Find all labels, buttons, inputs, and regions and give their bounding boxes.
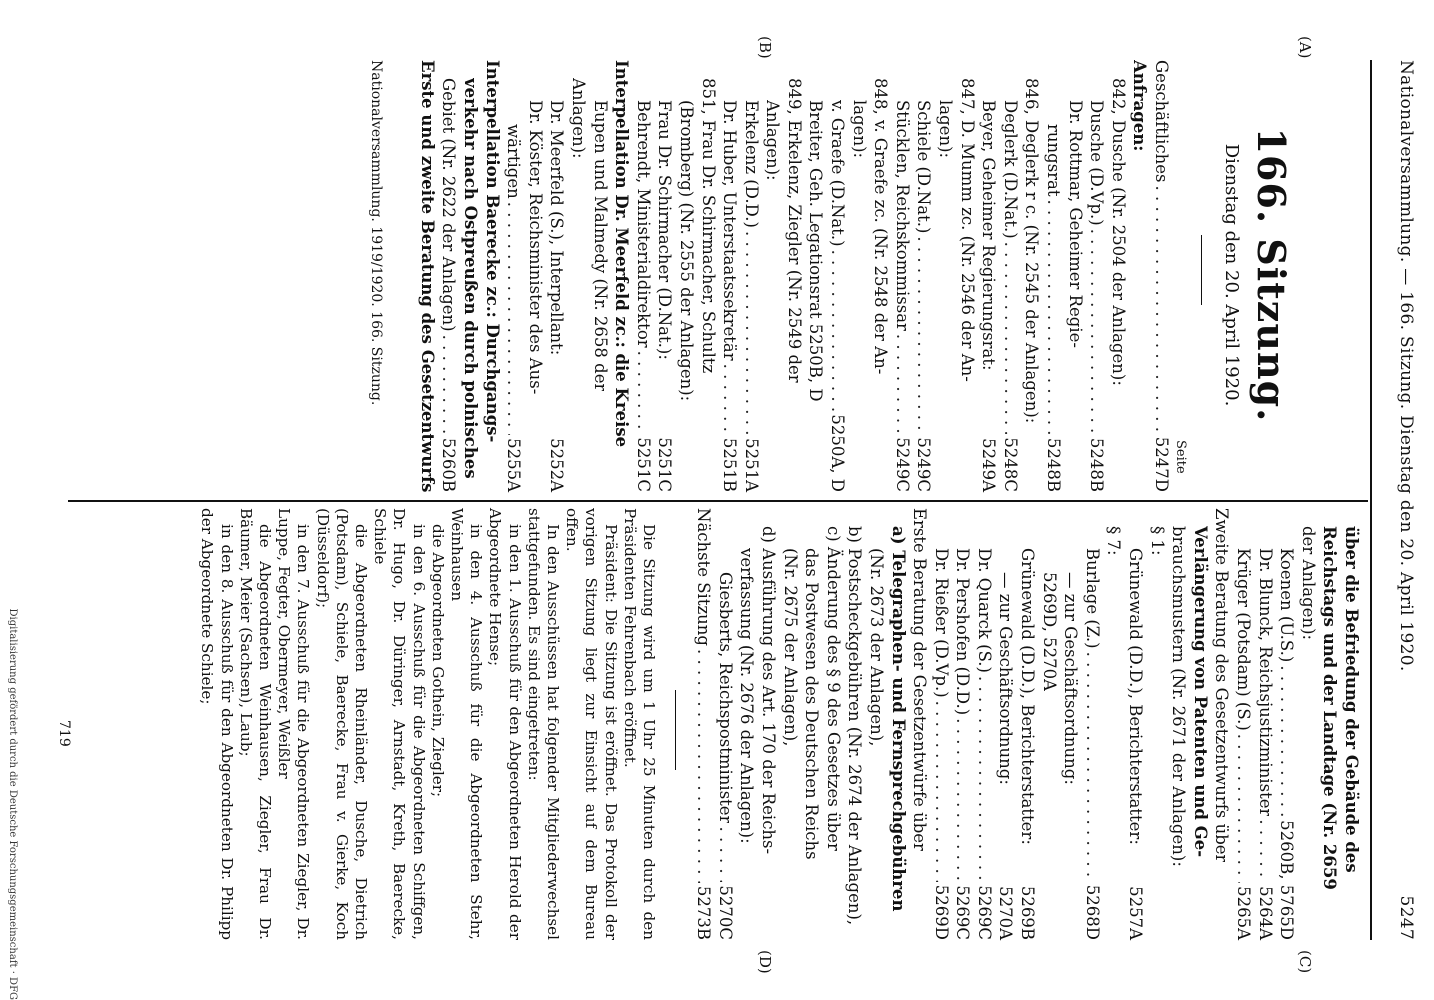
leader-dots xyxy=(930,701,952,882)
toc-entry xyxy=(1146,508,1168,940)
toc-entry-text: Frau Dr. Schirmacher (D.Nat.): xyxy=(655,100,675,360)
toc-entry xyxy=(1129,60,1151,492)
toc-entry-text: v. Graefe (D.Nat.) xyxy=(828,100,848,247)
toc-entry xyxy=(1021,60,1043,492)
toc-entry-text: Koenen (U.S.) xyxy=(1277,548,1297,663)
toc-entry xyxy=(1254,508,1276,940)
toc-entry xyxy=(999,60,1021,492)
toc-entry-text: d) Ausführung des Art. 170 der Reichs- xyxy=(758,526,778,855)
toc-entry-page-ref: 5260B xyxy=(439,437,459,492)
toc-entry-page-ref: 5249C xyxy=(914,437,934,492)
toc-entry-text: 846, Deglerk r c. (Nr. 2545 der Anlagen): xyxy=(1022,78,1042,424)
leader-dots xyxy=(632,351,654,435)
toc-entry-text: 849, Erkelenz, Ziegler (Nr. 2549 der xyxy=(784,78,804,383)
toc-entry xyxy=(1297,508,1319,940)
column-divider xyxy=(68,500,1368,502)
toc-entry-page-ref: 5269C xyxy=(974,885,994,940)
toc-entry xyxy=(740,60,762,492)
proceedings-paragraph: Präsident: Die Sitzung ist eröffnet. Das Protokoll der vorigen Sitzung liegt zur Einsicht auf dem Bureau offen. xyxy=(563,508,620,940)
toc-entry-text: (Nr. 2675 der Anlagen), xyxy=(780,548,800,747)
toc-entry xyxy=(1150,60,1172,492)
toc-entry xyxy=(654,60,676,492)
toc-entry-text: Burlage (Z.) xyxy=(1082,548,1102,649)
toc-entry xyxy=(1103,508,1125,940)
toc-entry xyxy=(909,508,931,940)
leader-dots xyxy=(999,242,1021,435)
leader-dots xyxy=(1150,186,1172,434)
toc-entry-text: 851, Frau Dr. Schirmacher, Schultz xyxy=(698,78,718,374)
toc-entry-text: Stücklen, Reichskommissar xyxy=(892,100,912,331)
toc-entry-text: Interpellation Dr. Meerfeld zc.: die Kreise xyxy=(612,60,632,448)
proceedings-paragraph: Die Sitzung wird um 1 Uhr 25 Minuten durch den Präsidenten Fehrenbach eröffnet. xyxy=(620,508,658,940)
toc-entry-text: Dr. Pershofen (D.D.) xyxy=(953,548,973,716)
toc-entry-page-ref: 5249A xyxy=(979,438,999,492)
title-rule xyxy=(1201,235,1202,305)
running-header-title: Nationalversammlung. — 166. Sitzung. Dienstag den 20. April 1920. xyxy=(1396,60,1416,672)
toc-entry xyxy=(865,508,887,940)
toc-entry-text: Beyer, Geheimer Regierungsrat: xyxy=(979,100,999,371)
toc-entry-page-ref: 5250A, D xyxy=(828,414,848,492)
toc-entry xyxy=(1319,508,1341,940)
toc-entry-page-ref: 5273B xyxy=(694,885,714,940)
toc-entry xyxy=(589,60,611,492)
leader-dots xyxy=(1232,734,1254,883)
toc-entry-text: der Anlagen): xyxy=(1298,526,1318,641)
proceedings-paragraph: in den 4. Ausschuß für die Abgeordneten Stehr, Weinhausen xyxy=(447,508,486,940)
toc-entry-text: wärtigen xyxy=(504,124,524,199)
proceedings-paragraph: die Abgeordneten Weinhausen, Ziegler, Frau Dr. Bäumer, Meier (Sachsen), Laub; xyxy=(236,508,274,940)
seite-label: Seite xyxy=(1173,440,1188,474)
toc-entry-text: Nächste Sitzung xyxy=(694,508,714,646)
dfg-watermark: Digitalisierung gefördert durch die Deutsche Forschungsgemeinschaft · DFG xyxy=(7,608,18,1000)
leader-dots xyxy=(693,649,715,883)
toc-entry xyxy=(783,60,805,492)
toc-entry xyxy=(736,508,758,940)
proceedings-paragraph: in den 1. Ausschuß für den Abgeordneten Herold der Abgeordnete Hense; xyxy=(486,508,524,940)
toc-entry xyxy=(503,60,525,492)
margin-letter-d: (D) xyxy=(756,950,774,974)
toc-entry xyxy=(416,60,438,492)
margin-letter-a: (A) xyxy=(1296,36,1314,59)
toc-entry xyxy=(481,60,503,492)
toc-entry xyxy=(930,508,952,940)
toc-entry-text: 842, Dusche (Nr. 2504 der Anlagen): xyxy=(1108,78,1128,386)
toc-entry xyxy=(1276,508,1298,940)
toc-entry xyxy=(805,60,827,492)
toc-entry-text: Eupen und Malmedy (Nr. 2658 der xyxy=(590,100,610,392)
toc-entry-text: Anlagen): xyxy=(763,100,783,181)
toc-entry xyxy=(762,60,784,492)
toc-entry-text: Reichstags und der Landtage (Nr. 2659 xyxy=(1320,526,1340,890)
toc-entry xyxy=(1060,508,1082,940)
toc-entry-page-ref: 5251C xyxy=(655,437,675,492)
table-of-contents-right xyxy=(693,508,1362,940)
toc-entry xyxy=(697,60,719,492)
toc-entry xyxy=(1086,60,1108,492)
toc-entry-page-ref: 5270A xyxy=(996,886,1016,940)
proceedings-paragraph: In den Ausschüssen hat folgender Mitgliederwechsel stattgefunden. Es sind eingetreten: xyxy=(524,508,562,940)
toc-entry-text: Dusche (D.Vp.) xyxy=(1087,100,1107,226)
toc-entry-text: Erste Beratung der Gesetzentwürfe über xyxy=(910,508,930,851)
leader-dots xyxy=(740,231,762,435)
toc-entry xyxy=(567,60,589,492)
toc-entry-text: (Bromberg) (Nr. 2555 der Anlagen): xyxy=(676,100,696,402)
toc-entry-text: Erste und zweite Beratung des Gesetzentwurfs xyxy=(417,60,437,492)
margin-letter-c: (C) xyxy=(1296,950,1314,974)
leader-dots xyxy=(827,250,849,412)
toc-entry xyxy=(779,508,801,940)
toc-entry xyxy=(801,508,823,940)
toc-entry xyxy=(978,60,1000,492)
toc-entry-text: Anfragen: xyxy=(1130,60,1150,152)
toc-entry-page-ref: 5265A xyxy=(1234,886,1254,940)
margin-letter-b: (B) xyxy=(756,36,774,59)
toc-entry xyxy=(1038,508,1060,940)
toc-entry xyxy=(848,60,870,492)
proceedings-body xyxy=(197,508,658,940)
toc-entry-text: a) Telegraphen- und Fernsprechgebühren xyxy=(888,526,908,912)
toc-entry xyxy=(632,60,654,492)
toc-entry xyxy=(438,60,460,492)
leader-dots xyxy=(973,676,995,882)
toc-entry xyxy=(887,508,909,940)
toc-entry-text: c) Änderung des § 9 des Gesetzes über xyxy=(823,526,843,851)
toc-entry-text: Dr. Rießer (D.Vp.) xyxy=(931,548,951,698)
contents-end-rule xyxy=(675,690,676,770)
toc-entry xyxy=(693,508,715,940)
toc-entry-text: Dr. Huber, Unterstaatssekretär xyxy=(720,100,740,361)
proceedings-paragraph: in den 7. Ausschuß für die Abgeordneten Ziegler, Dr. Luppe, Fegter, Obermeyer, Weißler xyxy=(275,508,313,940)
leader-dots xyxy=(1276,665,1298,817)
session-title: 166. Sitzung. xyxy=(1249,127,1294,423)
leader-dots xyxy=(1042,200,1064,435)
toc-entry-page-ref: 5260B, 5765D xyxy=(1277,820,1297,940)
proceedings-paragraph: die Abgeordneten Gothein, Ziegler; xyxy=(428,524,447,798)
toc-entry xyxy=(1211,508,1233,940)
toc-entry-text: Dr. Meerfeld (S.), Interpellant: xyxy=(547,100,567,356)
table-of-contents-left xyxy=(416,60,1172,492)
leader-dots xyxy=(503,202,525,435)
proceedings-paragraph: in den 8. Ausschuß für den Abgeordneten Dr. Philipp der Abgeordnete Schiele; xyxy=(198,508,236,940)
toc-entry-page-ref: 5251C xyxy=(633,437,653,492)
toc-entry xyxy=(719,60,741,492)
toc-entry-text: Dr. Blunck, Reichsjustizminister xyxy=(1255,548,1275,817)
leader-dots xyxy=(1086,229,1108,435)
toc-entry-text: § 1: xyxy=(1147,526,1167,556)
toc-entry-text: 847, D. Mumm zc. (Nr. 2546 der An- xyxy=(957,78,977,382)
toc-entry-text: Dr. Rottmar, Geheimer Regie- xyxy=(1065,100,1085,348)
toc-entry xyxy=(822,508,844,940)
toc-entry xyxy=(1081,508,1103,940)
toc-entry xyxy=(844,508,866,940)
toc-entry-text: Krüger (Potsdam) (S.) xyxy=(1234,548,1254,731)
toc-entry-page-ref: 5257A xyxy=(1126,886,1146,940)
toc-entry-text: verfassung (Nr. 2676 der Anlagen): xyxy=(737,548,757,844)
toc-entry-text: Geschäftliches xyxy=(1152,60,1171,183)
toc-entry-text: lagen): xyxy=(936,100,956,159)
toc-entry-page-ref: 5249C xyxy=(892,437,912,492)
toc-entry-text: Dr. Quarck (S.) xyxy=(974,548,994,673)
leader-dots xyxy=(1254,819,1276,883)
toc-entry-text: § 7: xyxy=(1104,526,1124,556)
toc-entry xyxy=(546,60,568,492)
toc-entry xyxy=(952,508,974,940)
toc-entry xyxy=(973,508,995,940)
toc-entry-text: Anlagen): xyxy=(568,78,588,159)
toc-entry-text: b) Postscheckgebühren (Nr. 2674 der Anlagen), xyxy=(845,526,865,926)
toc-entry-page-ref: 5269C xyxy=(953,885,973,940)
toc-entry xyxy=(1189,508,1211,940)
left-footer: Nationalversammlung. 1919/1920. 166. Sitzung. xyxy=(368,60,384,406)
toc-entry-page-ref: 5269D xyxy=(931,884,951,940)
toc-entry-text: Breiter, Geh. Legationsrat 5250B, D xyxy=(806,100,826,402)
toc-entry xyxy=(1107,60,1129,492)
toc-entry-text: Schiele (D.Nat.) xyxy=(914,100,934,234)
page-number: 719 xyxy=(56,720,72,747)
toc-entry-text: Grünewald (D.D.), Berichterstatter: xyxy=(1018,548,1038,845)
toc-entry-page-ref: 5251A xyxy=(741,438,761,492)
toc-entry-text: Verlängerung von Patenten und Ge- xyxy=(1190,526,1210,858)
toc-entry-text: Dr. Köster, Reichsminister des Aus- xyxy=(525,100,545,395)
proceedings-paragraph: die Abgeordneten Rheinländer, Dusche, Dietrich (Potsdam), Schiele, Baerecke, Frau v. Gierke, Koch (Düsseldorf); xyxy=(313,508,370,940)
toc-entry-text: rungsrat xyxy=(1044,124,1064,197)
toc-entry xyxy=(956,60,978,492)
header-rule xyxy=(1370,60,1372,940)
toc-entry xyxy=(870,60,892,492)
toc-entry xyxy=(934,60,956,492)
toc-entry-text: verkehr nach Ostpreußen durch polnisches xyxy=(461,78,480,479)
leader-dots xyxy=(719,364,741,435)
toc-entry xyxy=(1168,508,1190,940)
toc-entry xyxy=(891,60,913,492)
leader-dots xyxy=(913,236,935,434)
toc-entry-text: (Nr. 2673 der Anlagen), xyxy=(866,548,886,747)
leader-dots xyxy=(952,718,974,882)
toc-entry xyxy=(827,60,849,492)
toc-entry xyxy=(611,60,633,492)
toc-entry-text: Interpellation Baerecke zc.: Durchgangs- xyxy=(482,60,502,443)
toc-entry-page-ref: 5269B xyxy=(1018,885,1038,940)
toc-entry xyxy=(757,508,779,940)
toc-entry-text: — zur Geschäftsordnung: xyxy=(996,572,1016,785)
toc-entry-text: Deglerk (D.Nat.) xyxy=(1000,100,1020,239)
toc-entry-page-ref: 5270C xyxy=(715,885,735,940)
toc-entry-text: Zweite Beratung des Gesetzentwurfs über xyxy=(1212,508,1232,863)
toc-entry xyxy=(1340,508,1362,940)
toc-entry-text: 5269D, 5270A xyxy=(1039,572,1059,692)
toc-entry-text: Grünewald (D.D.), Berichterstatter: xyxy=(1126,548,1146,845)
leader-dots xyxy=(714,826,736,882)
leader-dots xyxy=(438,335,460,435)
toc-entry xyxy=(1042,60,1064,492)
toc-entry-text: Giesberts, Reichspostminister xyxy=(715,572,735,824)
toc-entry xyxy=(995,508,1017,940)
toc-entry xyxy=(1124,508,1146,940)
toc-entry-page-ref: 5252A xyxy=(547,438,567,492)
toc-entry xyxy=(459,60,481,492)
toc-entry-page-ref: 5248B xyxy=(1044,437,1064,492)
toc-entry xyxy=(1232,508,1254,940)
toc-entry xyxy=(913,60,935,492)
toc-entry-page-ref: 5247D xyxy=(1152,436,1171,492)
running-header-page: 5247 xyxy=(1396,895,1416,940)
toc-entry-page-ref: 5264A xyxy=(1255,886,1275,940)
toc-entry-text: brauchsmustern (Nr. 2671 der Anlagen): xyxy=(1169,526,1189,867)
toc-entry-page-ref: 5251B xyxy=(720,437,740,492)
toc-entry-text: über die Befriedung der Gebäude des xyxy=(1342,526,1361,873)
toc-entry-page-ref: 5268D xyxy=(1082,884,1102,940)
toc-entry xyxy=(714,508,736,940)
leader-dots xyxy=(1081,652,1103,882)
toc-entry-text: Gebiet (Nr. 2622 der Anlagen) xyxy=(439,78,459,332)
proceedings-paragraph: in den 6. Ausschuß für die Abgeordneten Schiffgen, Dr. Hugo, Dr. Düringer, Arnstadt, Kreth, Baerecke, Schiele xyxy=(371,508,428,940)
session-date: Dienstag den 20. April 1920. xyxy=(1221,143,1242,407)
toc-entry-page-ref: 5248B xyxy=(1087,437,1107,492)
running-header xyxy=(1396,60,1416,940)
toc-entry xyxy=(1064,60,1086,492)
toc-entry-text: — zur Geschäftsordnung: xyxy=(1061,572,1081,785)
toc-entry-text: Erkelenz (D.D.) xyxy=(741,100,761,228)
toc-entry-page-ref: 5248C xyxy=(1000,437,1020,492)
leader-dots xyxy=(891,334,913,434)
toc-entry xyxy=(1017,508,1039,940)
toc-entry-text: Behrendt, Ministerialdirektor xyxy=(633,100,653,348)
toc-entry xyxy=(675,60,697,492)
toc-entry xyxy=(524,60,546,492)
toc-entry-text: das Postwesen des Deutschen Reichs xyxy=(802,548,822,860)
toc-entry-text: lagen): xyxy=(849,100,869,159)
toc-entry-page-ref: 5255A xyxy=(504,438,524,492)
toc-entry-text: 848, v. Graefe zc. (Nr. 2548 der An- xyxy=(871,78,891,375)
